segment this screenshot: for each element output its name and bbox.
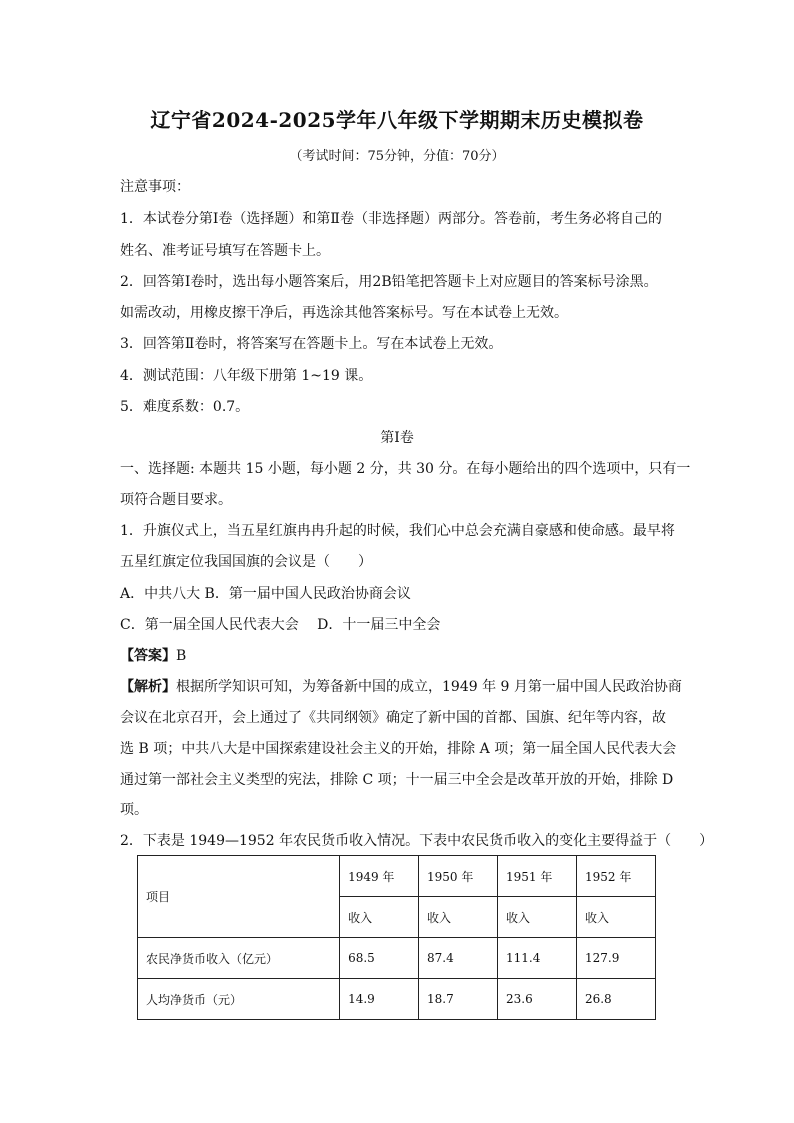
notice-heading: 注意事项： [120,179,190,195]
question-1-options: C．第一届全国人民代表大会 D．十一届三中全会 [120,617,441,633]
notice-line: 3．回答第Ⅱ卷时，将答案写在答题卡上。写在本试卷上无效。 [120,336,503,352]
question-1-analysis: 项。 [120,802,148,818]
table-year-cell: 1951 年 [498,856,577,897]
table-cell: 111.4 [498,938,577,979]
table-row [138,979,656,1020]
notice-line: 1．本试卷分第Ⅰ卷（选择题）和第Ⅱ卷（非选择题）两部分。答卷前，考生务必将自己的 [120,211,662,227]
section-label: 第Ⅰ卷 [380,430,414,446]
income-table [137,855,656,1020]
notice-line: 4．测试范围：八年级下册第 1~19 课。 [120,368,373,384]
answer-label: 【答案】 [120,648,176,664]
question-1-options: A．中共八大 B．第一届中国人民政治协商会议 [120,586,411,602]
table-cell: 26.8 [576,979,655,1020]
analysis-label: 【解析】 [120,679,176,695]
table-cell: 14.9 [340,979,419,1020]
exam-time-info: （考试时间：75分钟，分值：70分） [289,149,505,164]
table-header-row [138,856,656,897]
section-instructions: 一、选择题: 本题共 15 小题，每小题 2 分，共 30 分。在每小题给出的四个选项中，只有一 [120,461,691,477]
table-row-label: 人均净货币（元） [138,979,340,1020]
question-1-analysis [120,677,680,697]
notice-line: 2．回答第Ⅰ卷时，选出每小题答案后，用2B铅笔把答题卡上对应题目的答案标号涂黑。 [120,274,658,290]
question-2-stem: 2．下表是 1949—1952 年农民货币收入情况。下表中农民货币收入的变化主要得益于（ ） [120,833,714,849]
question-1-analysis: 通过第一部社会主义类型的宪法，排除 C 项；十一届三中全会是改革开放的开始，排除 D [120,772,674,788]
question-1-analysis: 会议在北京召开，会上通过了《共同纲领》确定了新中国的首都、国旗、纪年等内容，故 [120,710,666,726]
notice-line: 5．难度系数：0.7。 [120,399,250,415]
question-1-answer [120,646,680,666]
question-1-stem: 1．升旗仪式上，当五星红旗冉冉升起的时候，我们心中总会充满自豪感和使命感。最早将 [120,523,675,539]
table-cell: 18.7 [419,979,498,1020]
table-year-cell: 1952 年 [576,856,655,897]
question-1-stem: 五星红旗定位我国国旗的会议是（ ） [120,554,372,570]
table-subheader-cell: 收入 [576,897,655,938]
analysis-text: 根据所学知识可知，为筹备新中国的成立，1949 年 9 月第一届中国人民政治协商 [176,679,682,695]
notice-line: 如需改动，用橡皮擦干净后，再选涂其他答案标号。写在本试卷上无效。 [120,305,568,321]
table-subheader-cell: 收入 [419,897,498,938]
table-year-cell: 1950 年 [419,856,498,897]
table-row-label: 农民净货币收入（亿元） [138,938,340,979]
table-cell: 127.9 [576,938,655,979]
table-subheader-cell: 收入 [498,897,577,938]
table-cell: 87.4 [419,938,498,979]
page-title: 辽宁省2024-2025学年八年级下学期期末历史模拟卷 [150,108,644,132]
notice-line: 姓名、准考证号填写在答题卡上。 [120,243,330,259]
table-subheader-cell: 收入 [340,897,419,938]
table-year-cell: 1949 年 [340,856,419,897]
table-cell: 23.6 [498,979,577,1020]
section-instructions: 项符合题目要求。 [120,492,232,508]
table-row [138,938,656,979]
table-header-cell: 项目 [138,856,340,938]
table-cell: 68.5 [340,938,419,979]
question-1-analysis: 选 B 项；中共八大是中国探索建设社会主义的开始，排除 A 项；第一届全国人民代表大会 [120,741,677,757]
answer-value: B [176,648,187,664]
